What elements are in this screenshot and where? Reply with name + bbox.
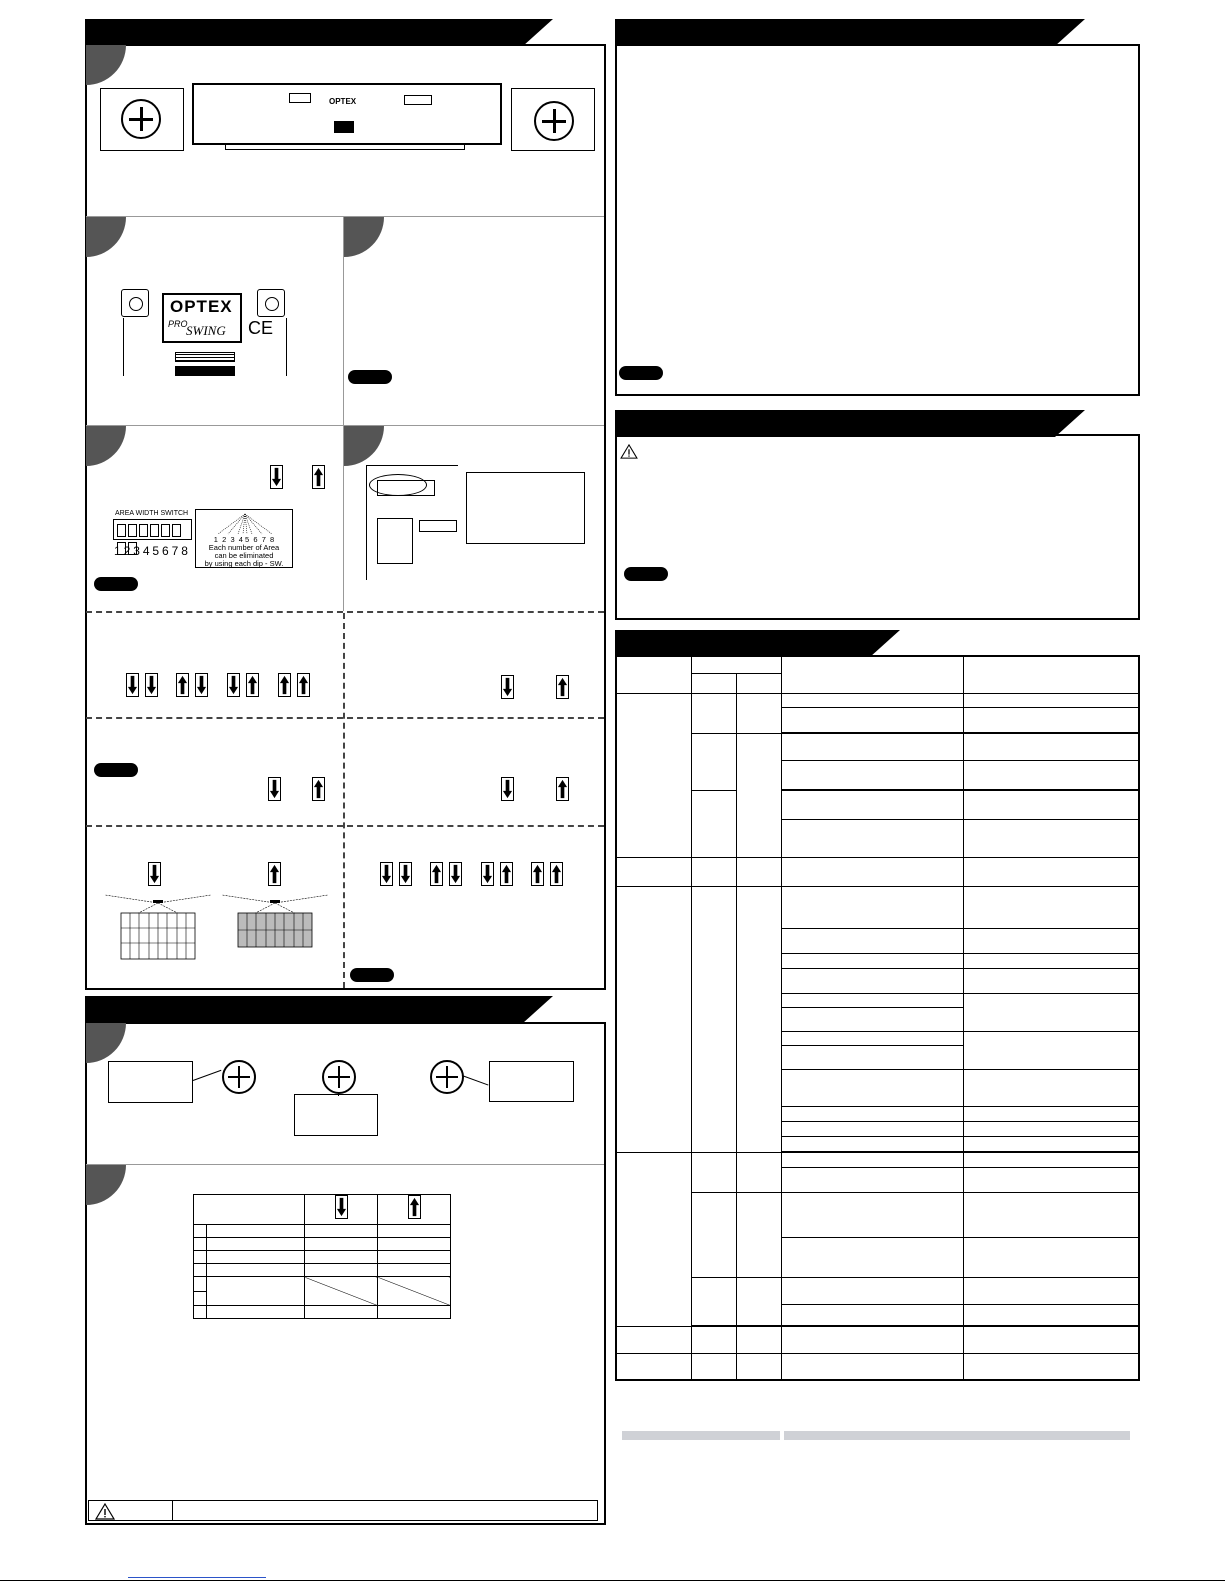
- arrow-down-icon: [227, 673, 240, 697]
- section-header-caution: [615, 410, 1055, 437]
- product-logo: [162, 293, 242, 343]
- knob-icon[interactable]: [322, 1060, 356, 1094]
- section-header-troubleshooting: [615, 630, 870, 657]
- callout-box: [489, 1061, 574, 1102]
- callout-box: [294, 1094, 378, 1136]
- screw-detail-right: [511, 88, 595, 151]
- setting-table: [193, 1194, 451, 1319]
- arrow-up-icon: [297, 673, 310, 697]
- arrow-down-icon: [148, 862, 161, 886]
- arrow-down-icon: [481, 862, 494, 886]
- callout-line: [338, 1093, 339, 1096]
- connector-drawing: [175, 352, 235, 362]
- screw-icon: [129, 297, 143, 311]
- arrow-up-icon: [176, 673, 189, 697]
- arrow-down-icon: [145, 673, 158, 697]
- section-header-installation: [85, 19, 523, 46]
- cover-screw-line-right: [286, 318, 287, 376]
- dip-switch-block: [289, 93, 311, 103]
- bottom-rule: [0, 1580, 1225, 1581]
- note-marker: [350, 968, 394, 982]
- terminal-block: [334, 121, 354, 133]
- operation-panel: [615, 44, 1140, 396]
- area-diagram: [195, 509, 293, 568]
- arrow-up-icon: [430, 862, 443, 886]
- arrow-down-icon: [501, 675, 514, 699]
- area-diagram-numbers: 1 2 3 4 5 6 7 8: [213, 535, 275, 544]
- arrow-up-icon: [556, 777, 569, 801]
- connector-drawing: [175, 366, 235, 376]
- note-marker: [94, 763, 138, 777]
- connector-closeup: [377, 518, 413, 564]
- detection-fan-icon: [216, 512, 274, 536]
- arrow-down-icon: [449, 862, 462, 886]
- detection-area-diagram-wide: [220, 893, 330, 963]
- link-underline[interactable]: [128, 1577, 266, 1578]
- arrow-up-icon: [246, 673, 259, 697]
- screw-icon: [534, 101, 574, 141]
- arrow-down-icon: [380, 862, 393, 886]
- cover-screw-line-left: [123, 318, 124, 376]
- caution-panel: [615, 434, 1140, 620]
- dip-switch-block: [404, 95, 432, 105]
- sensor-unit-drawing: [192, 83, 502, 145]
- note-marker: [348, 370, 392, 384]
- arrow-up-icon: [268, 862, 281, 886]
- cover-screw-left: [121, 289, 149, 317]
- terminal-closeup: [419, 520, 457, 532]
- arrow-down-icon: [335, 1195, 348, 1219]
- arrow-down-icon: [126, 673, 139, 697]
- area-width-switch-title: AREA WIDTH SWITCH: [115, 510, 189, 517]
- section-header-operation: [615, 19, 1055, 46]
- knob-icon[interactable]: [222, 1060, 256, 1094]
- sensor-base-plate: [225, 144, 465, 150]
- warning-footer: [88, 1500, 598, 1521]
- callout-box: [466, 472, 585, 544]
- area-width-switch[interactable]: [113, 519, 192, 540]
- detection-area-diagram-narrow: [103, 893, 213, 963]
- screw-detail-left: [100, 88, 184, 151]
- area-diagram-caption: by using each dip - SW.: [204, 559, 284, 568]
- screw-icon: [265, 297, 279, 311]
- cover-screw-right: [257, 289, 285, 317]
- ce-mark: CE: [248, 318, 274, 338]
- section-header-adjustment: [85, 996, 523, 1023]
- area-diagram-caption: Each number of Area: [208, 543, 280, 552]
- footer-bar: [784, 1431, 1130, 1440]
- sensor-logo: OPTEX: [329, 97, 357, 106]
- warning-icon: [95, 1503, 115, 1520]
- arrow-up-icon: [556, 675, 569, 699]
- arrow-up-icon: [408, 1195, 421, 1219]
- troubleshooting-table: [615, 655, 1140, 1381]
- arrow-up-icon: [500, 862, 513, 886]
- arrow-down-icon: [195, 673, 208, 697]
- area-width-switch-numbers: 1 2 3 4 5 6 7 8: [114, 544, 188, 558]
- note-marker: [624, 567, 668, 581]
- arrow-down-icon: [270, 465, 283, 489]
- callout-ellipse: [369, 474, 427, 496]
- footer-bar: [622, 1431, 780, 1440]
- callout-box: [108, 1061, 193, 1103]
- warning-divider: [172, 1501, 173, 1520]
- arrow-up-icon: [531, 862, 544, 886]
- arrow-up-icon: [312, 777, 325, 801]
- screw-icon: [121, 99, 161, 139]
- note-marker: [619, 366, 663, 380]
- arrow-down-icon: [268, 777, 281, 801]
- note-marker: [94, 577, 138, 591]
- arrow-up-icon: [312, 465, 325, 489]
- arrow-down-icon: [501, 777, 514, 801]
- area-diagram-caption: can be eliminated: [214, 551, 274, 560]
- logo-brand: OPTEX: [170, 297, 233, 316]
- arrow-up-icon: [278, 673, 291, 697]
- logo-product-name: SWING: [186, 323, 226, 338]
- arrow-up-icon: [550, 862, 563, 886]
- arrow-down-icon: [399, 862, 412, 886]
- logo-product: PRO: [168, 319, 188, 329]
- warning-icon: [620, 444, 638, 459]
- knob-icon[interactable]: [430, 1060, 464, 1094]
